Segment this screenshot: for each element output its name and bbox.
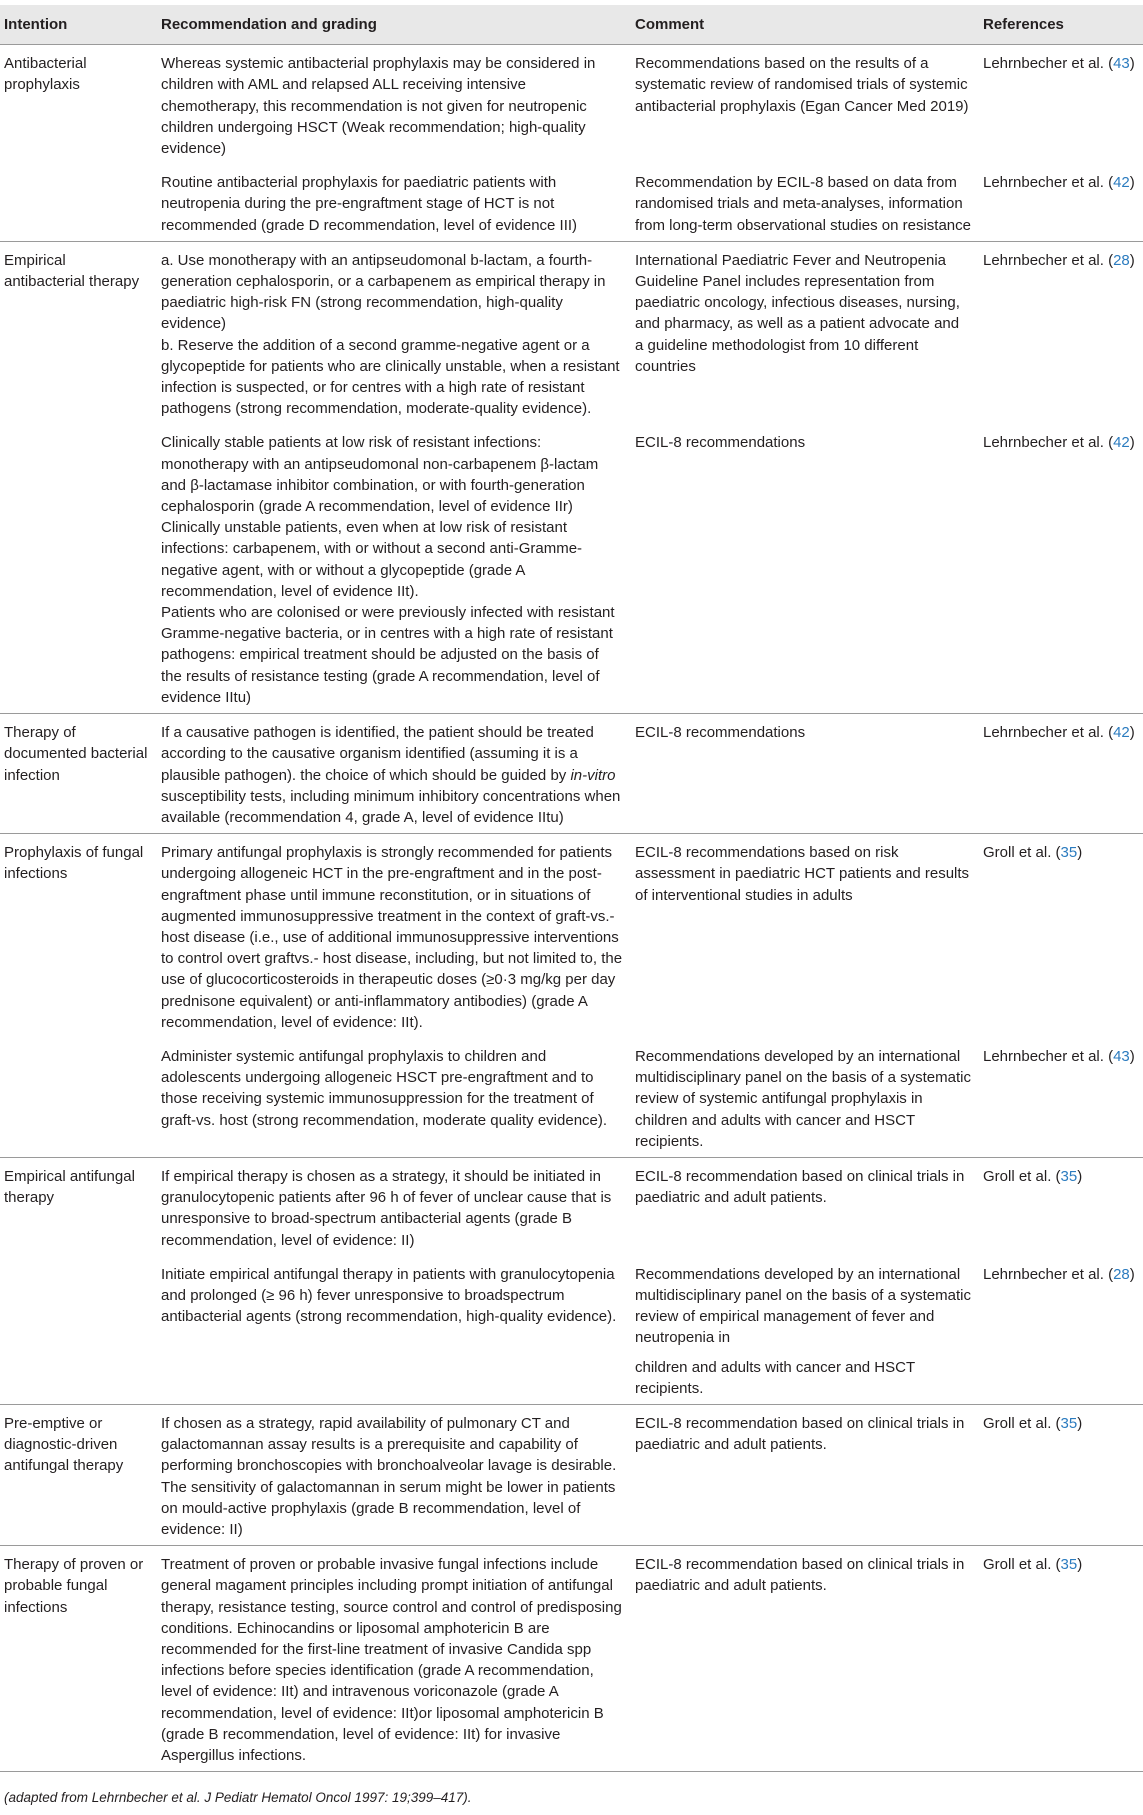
cell-reference: Lehrnbecher et al. (28) xyxy=(983,1265,1135,1283)
cell-recommendation xyxy=(157,714,631,834)
reference-author: Groll et al. xyxy=(983,1167,1052,1185)
recommendation-text: susceptibility tests, including minimum inhibitory concentrations when available (recommendation 4, grade A, level of evidence IItu) xyxy=(161,787,621,826)
cell-intention xyxy=(0,1038,157,1158)
table-row xyxy=(0,1038,1143,1158)
cell-reference: Lehrnbecher et al. (28) xyxy=(979,241,1143,424)
cell-recommendation: Primary antifungal prophylaxis is strongly recommended for patients undergoing allogeneic HCT in the pre-engraftment and in the post-engraftment phase until immune reconstitution, or in situations of augmented immunosuppressive treatment in the context of graft-vs.-host disease (i.e., use of additional immunosuppressive interventions to control overt graftvs.- host disease, including, but not limited to, the use of glucocorticosteroids in therapeutic doses (≥0·3 mg/kg per day prednisone equivalent) or anti-inflammatory antibodies) (grade A recommendation, level of evidence: IIt). xyxy=(157,834,631,1038)
recommendation-italic: in-vitro xyxy=(570,766,616,784)
recommendation-text: If a causative pathogen is identified, the patient should be treated according to the causative organism identified (assuming it is a plausible pathogen). the choice of which should be guided by xyxy=(161,724,594,784)
cell-comment: ECIL-8 recommendation based on clinical trials in paediatric and adult patients. xyxy=(631,1157,979,1255)
cell-reference: Lehrnbecher et al. (42) xyxy=(983,174,1135,192)
reference-author: Lehrnbecher et al. xyxy=(983,724,1104,742)
header-intention: Intention xyxy=(0,5,157,45)
reference-author: Lehrnbecher et al. xyxy=(983,434,1104,452)
comment-text: Recommendations developed by an international multidisciplinary panel on the basis of a systematic review of empirical management of fever and neutropenia in xyxy=(635,1265,971,1347)
cell-recommendation: a. Use monotherapy with an antipseudomonal b-lactam, a fourth-generation cephalosporin, or a carbapenem as empirical therapy in paediatric high-risk FN (strong recommendation, high-quality evidence) b. Reserve the addition of a second gramme-negative agent or a glycopeptide for patients who are clinically unstable, when a resistant infection is suspected, or for centres with a high rate of resistant pathogens (strong recommendation, moderate-quality evidence). xyxy=(157,241,631,424)
cell-recommendation: Routine antibacterial prophylaxis for paediatric patients with neutropenia during the pre-engraftment stage of HCT is not recommended (grade D recommendation, level of evidence III) xyxy=(161,174,578,234)
cell-comment: Recommendations developed by an international multidisciplinary panel on the basis of a systematic review of systemic antifungal prophylaxis in children and adults with cancer and HSCT recipients. xyxy=(635,1047,971,1150)
cell-comment: ECIL-8 recommendations based on risk assessment in paediatric HCT patients and results of interventional studies in adults xyxy=(631,834,979,1038)
cell-recommendation: If empirical therapy is chosen as a strategy, it should be initiated in granulocytopenic patients after 96 h of fever of unclear cause that is unresponsive to broad-spectrum antibacterial agents (grade B recommendation, level of evidence: II) xyxy=(157,1157,631,1255)
cell-intention: Antibacterial prophylaxis xyxy=(4,55,87,94)
citation-link[interactable]: 35 xyxy=(1060,844,1078,862)
cell-intention: Therapy of proven or probable fungal infections xyxy=(0,1546,157,1772)
cell-reference: Groll et al. (35) xyxy=(979,834,1143,1038)
citation-link[interactable]: 28 xyxy=(1113,251,1130,269)
cell-intention: Prophylaxis of fungal infections xyxy=(0,834,157,1038)
cell-reference: Lehrnbecher et al. (43) xyxy=(983,55,1135,73)
cell-recommendation: If chosen as a strategy, rapid availability of pulmonary CT and galactomannan assay results is a prerequisite and capability of performing bronchoscopies with bronchoalveolar lavage is desirable. The sensitivity of galactomannan in serum might be lower in patients on mould-active prophylaxis (grade B recommendation, level of evidence: II) xyxy=(157,1404,631,1545)
citation-link[interactable]: 28 xyxy=(1113,1265,1130,1283)
citation-link[interactable]: 42 xyxy=(1113,724,1130,742)
citation-link[interactable]: 43 xyxy=(1113,55,1130,73)
citation-link[interactable]: 42 xyxy=(1113,174,1130,192)
cell-comment: ECIL-8 recommendations xyxy=(631,714,979,834)
header-row xyxy=(0,5,1143,45)
reference-author: Lehrnbecher et al. xyxy=(983,251,1104,269)
table-row xyxy=(0,241,1143,424)
cell-intention xyxy=(0,164,157,241)
citation-link[interactable]: 35 xyxy=(1060,1556,1078,1574)
table-row xyxy=(0,164,1143,241)
table-row xyxy=(0,714,1143,834)
table-row xyxy=(0,834,1143,1038)
citation-link[interactable]: 35 xyxy=(1060,1414,1078,1432)
cell-comment: Recommendation by ECIL-8 based on data from randomised trials and meta-analyses, information from long-term observational studies on resistance xyxy=(635,174,971,234)
table-row xyxy=(0,1157,1143,1255)
table-row xyxy=(0,45,1143,165)
cell-recommendation: Administer systemic antifungal prophylaxis to children and adolescents undergoing allogeneic HSCT pre-engraftment and to those receiving systemic immunosuppression for the treatment of graft-vs. host (strong recommendation, moderate quality evidence). xyxy=(161,1047,608,1129)
cell-recommendation: Initiate empirical antifungal therapy in patients with granulocytopenia and prolonged (≥ 96 h) fever unresponsive to broadspectrum antibacterial agents (strong recommendation, high-quality evidence). xyxy=(161,1265,617,1326)
cell-reference: Lehrnbecher et al. (42) xyxy=(983,434,1135,452)
cell-reference: Lehrnbecher et al. (42) xyxy=(979,714,1143,834)
cell-intention: Pre-emptive or diagnostic-driven antifungal therapy xyxy=(0,1404,157,1545)
cell-recommendation: Clinically stable patients at low risk of resistant infections: monotherapy with an antipseudomonal non-carbapenem β-lactam and β-lactamase inhibitor combination, or with fourth-generation cephalosporin (grade A recommendation, level of evidence IIr) Clinically unstable patients, even when at low risk of resistant infections: carbapenem, with or without a second anti-Gramme-negative agent, with or without a glycopeptide (grade A recommendation, level of evidence IIt). Patients who are colonised or were previously infected with resistant Gramme-negative bacteria, or in centres with a high rate of resistant pathogens: empirical treatment should be adjusted on the basis of the results of resistance testing (grade A recommendation, level of evidence IItu) xyxy=(161,434,615,706)
citation-link[interactable]: 42 xyxy=(1113,434,1130,452)
table-row xyxy=(0,1404,1143,1545)
cell-comment: ECIL-8 recommendation based on clinical trials in paediatric and adult patients. xyxy=(631,1404,979,1545)
citation-link[interactable]: 43 xyxy=(1113,1047,1130,1065)
cell-comment: International Paediatric Fever and Neutropenia Guideline Panel includes representation from paediatric oncology, infectious diseases, nursing, and pharmacy, as well as a patient advocate and a guideline methodologist from 10 different countries xyxy=(631,241,979,424)
table-row xyxy=(0,1546,1143,1772)
header-references: References xyxy=(979,5,1143,45)
table-row xyxy=(0,1256,1143,1405)
reference-author: Lehrnbecher et al. xyxy=(983,55,1104,73)
cell-intention xyxy=(0,1256,157,1405)
cell-reference: Groll et al. (35) xyxy=(979,1404,1143,1545)
cell-comment xyxy=(631,1256,979,1405)
reference-author: Groll et al. xyxy=(983,1414,1052,1432)
cell-intention: Empirical antifungal therapy xyxy=(0,1157,157,1255)
cell-intention: Therapy of documented bacterial infection xyxy=(0,714,157,834)
recommendations-table xyxy=(0,5,1143,1772)
cell-reference: Lehrnbecher et al. (43) xyxy=(983,1047,1135,1065)
cell-recommendation: Whereas systemic antibacterial prophylaxis may be considered in children with AML and relapsed ALL receiving intensive chemotherapy, this recommendation is not given for neutropenic children undergoing HSCT (Weak recommendation; high-quality evidence) xyxy=(161,55,596,158)
header-comment: Comment xyxy=(631,5,979,45)
header-recommendation: Recommendation and grading xyxy=(157,5,631,45)
table-footnote: (adapted from Lehrnbecher et al. J Pediatr Hematol Oncol 1997: 19;399–417). xyxy=(4,1790,472,1805)
cell-intention xyxy=(0,424,157,713)
reference-author: Groll et al. xyxy=(983,844,1052,862)
reference-author: Groll et al. xyxy=(983,1556,1052,1574)
cell-comment: ECIL-8 recommendations xyxy=(635,434,806,452)
reference-author: Lehrnbecher et al. xyxy=(983,174,1104,192)
cell-intention: Empirical antibacterial therapy xyxy=(0,241,157,424)
cell-comment: ECIL-8 recommendation based on clinical trials in paediatric and adult patients. xyxy=(631,1546,979,1772)
citation-link[interactable]: 35 xyxy=(1060,1167,1078,1185)
cell-comment: Recommendations based on the results of a systematic review of randomised trials of systemic antibacterial prophylaxis (Egan Cancer Med 2019) xyxy=(635,55,969,115)
cell-reference: Groll et al. (35) xyxy=(979,1157,1143,1255)
cell-reference: Groll et al. (35) xyxy=(979,1546,1143,1772)
table-row xyxy=(0,424,1143,713)
reference-author: Lehrnbecher et al. xyxy=(983,1265,1104,1283)
comment-text-continued: children and adults with cancer and HSCT recipients. xyxy=(635,1358,915,1397)
cell-recommendation: Treatment of proven or probable invasive fungal infections include general magament principles including prompt initiation of antifungal therapy, resistance testing, source control and control of predisposing conditions. Echinocandins or liposomal amphotericin B are recommended for the first-line treatment of invasive Candida spp infections before species identification (grade A recommendation, level of evidence: IIt) and intravenous voriconazole (grade A recommendation, level of evidence: IIt)or liposomal amphotericin B (grade B recommendation, level of evidence: IIt) for invasive Aspergillus infections. xyxy=(157,1546,631,1772)
reference-author: Lehrnbecher et al. xyxy=(983,1047,1104,1065)
